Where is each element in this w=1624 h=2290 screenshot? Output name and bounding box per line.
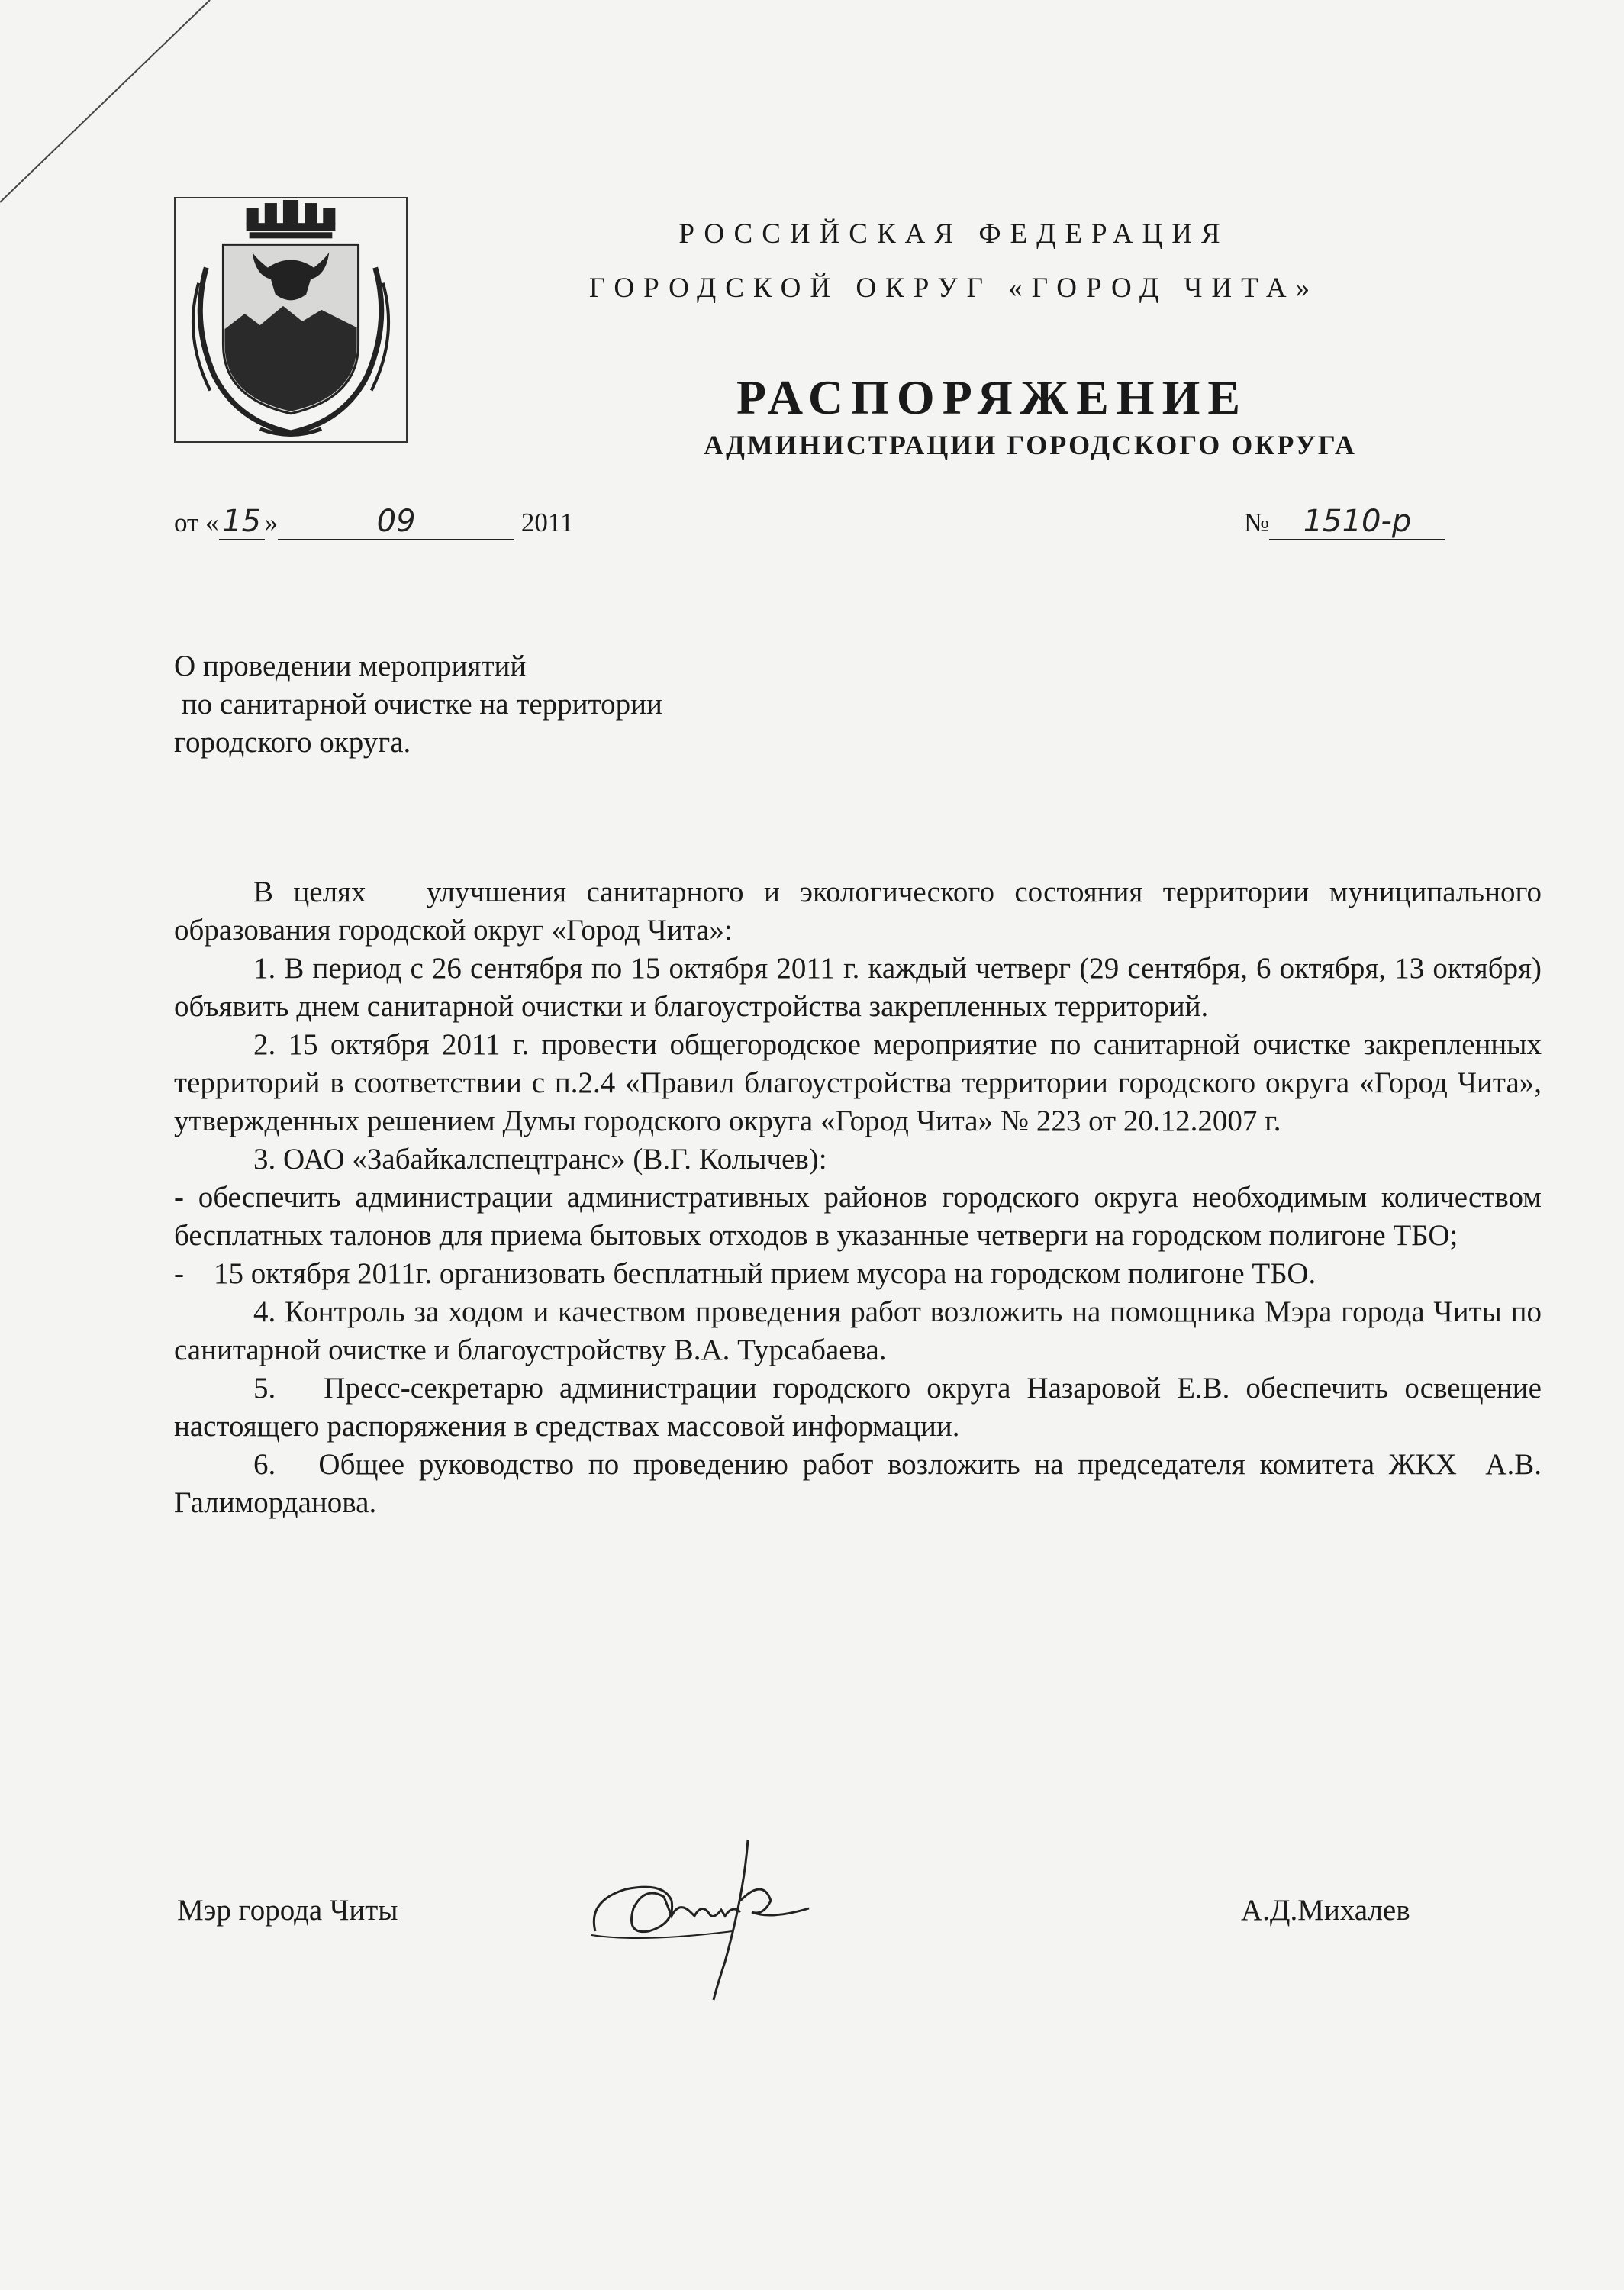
header-city-district: ГОРОДСКОЙ ОКРУГ «ГОРОД ЧИТА» (588, 273, 1320, 304)
body-paragraph: 4. Контроль за ходом и качеством проведения работ возложить на помощника Мэра города Читы по санитарной очистке и благоустройству В.А. Турсабаева. (174, 1295, 1542, 1366)
body-paragraph: 5. Пресс-секретарю администрации городского округа Назаровой Е.В. обеспечить освещение настоящего распоряжения в средствах массовой информации. (174, 1372, 1549, 1443)
body-paragraph: 3. ОАО «Забайкалспецтранс» (В.Г. Колычев): (253, 1143, 827, 1176)
subject-line: по санитарной очистке на территории (174, 688, 662, 721)
document-date (174, 504, 574, 540)
date-mid: » (264, 508, 279, 537)
body-paragraph: 1. В период с 26 сентября по 15 октября 2011 г. каждый четверг (29 сентября, 6 октября, 13 октября) объявить днем санитарной очистки и благоустройства закрепленных территорий. (174, 952, 1542, 1023)
coat-of-arms-emblem (174, 197, 408, 443)
subject-line: городского округа. (174, 726, 411, 759)
body-paragraph: В целях улучшения санитарного и экологического состояния территории муниципального образования городской округ «Город Чита»: (174, 876, 1549, 947)
document-title: РАСПОРЯЖЕНИЕ (736, 370, 1249, 424)
body-paragraph: 6. Общее руководство по проведению работ возложить на председателя комитета ЖКХ А.В. Галиморданова. (174, 1448, 1549, 1519)
date-year: 2011 (520, 508, 574, 537)
number-label: № (1244, 508, 1270, 537)
handwritten-signature (580, 1817, 855, 2008)
corner-fold-line (0, 0, 229, 214)
date-month: 09 (278, 504, 514, 540)
date-prefix: от « (174, 508, 219, 537)
document-subtitle: АДМИНИСТРАЦИИ ГОРОДСКОГО ОКРУГА (704, 430, 1357, 460)
signatory-position: Мэр города Читы (177, 1894, 398, 1927)
body-paragraph: - обеспечить администрации административных районов городского округа необходимым количеством бесплатных талонов для приема бытовых отходов в указанные четверги на городском полигоне ТБО; (174, 1181, 1542, 1252)
signatory-name: А.Д.Михалев (1241, 1894, 1410, 1927)
document-number (1244, 504, 1445, 540)
subject-line: О проведении мероприятий (174, 650, 527, 682)
number-value: 1510-р (1269, 504, 1445, 540)
date-day: 15 (219, 504, 265, 540)
body-paragraph: 2. 15 октября 2011 г. провести общегородское мероприятие по санитарной очистке закрепленных территорий в соответствии с п.2.4 «Правил благоустройства территории городского округа «Город Чита», утвержденных решением Думы городского округа «Город Чита» № 223 от 20.12.2007 г. (174, 1028, 1542, 1137)
document-body (174, 873, 1549, 1522)
body-paragraph: - 15 октября 2011г. организовать бесплатный прием мусора на городском полигоне ТБО. (174, 1257, 1316, 1290)
document-subject (174, 647, 662, 762)
header-country: РОССИЙСКАЯ ФЕДЕРАЦИЯ (678, 218, 1229, 250)
